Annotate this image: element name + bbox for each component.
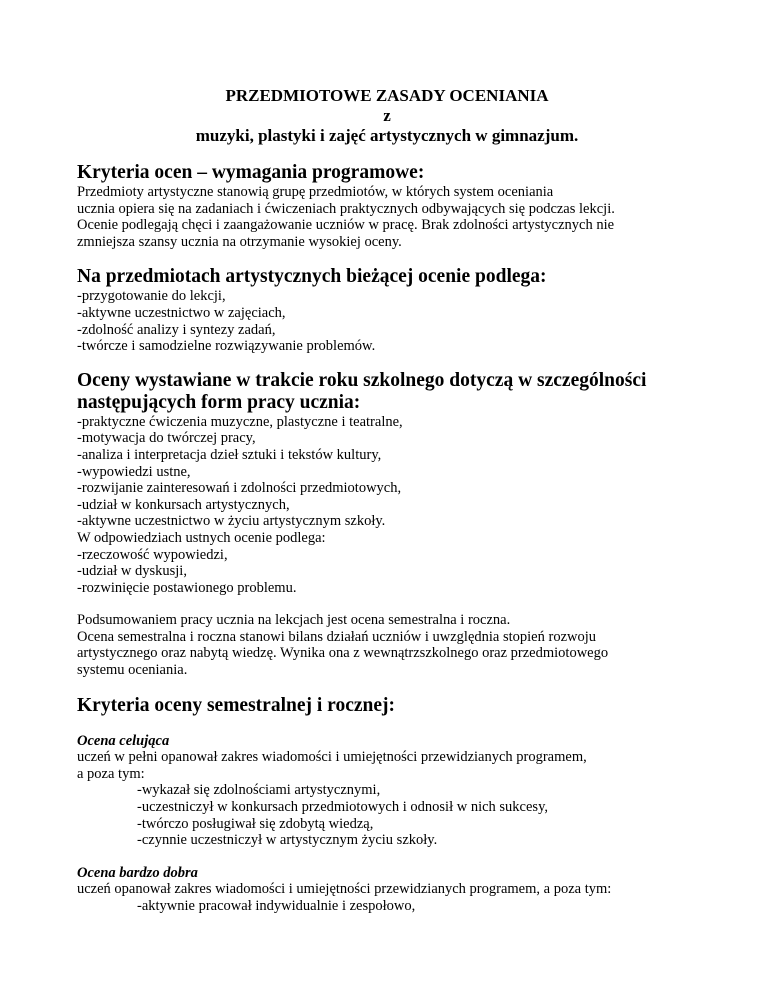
section-heading-criteria: Kryteria ocen – wymagania programowe: [77,162,425,183]
list-item: -analiza i interpretacja dzieł sztuki i tekstów kultury, [77,446,382,463]
paragraph-line: systemu oceniania. [77,662,188,679]
list-item: -aktywnie pracował indywidualnie i zespołowo, [137,898,416,914]
list-item: -rozwijanie zainteresowań i zdolności przedmiotowych, [77,480,402,497]
list-item: -udział w konkursach artystycznych, [77,496,290,513]
list-item: -motywacja do twórczej pracy, [77,430,256,447]
grade-heading-celujaca: Ocena celująca [77,732,170,749]
document-title [77,86,697,146]
paragraph-line: Ocena semestralna i roczna stanowi bilans działań uczniów i uwzględnia stopień rozwoju [77,628,597,645]
grade-heading-bardzo-dobra: Ocena bardzo dobra [77,864,198,881]
list-item: -twórcze i samodzielne rozwiązywanie problemów. [77,338,376,355]
list-item: W odpowiedziach ustnych ocenie podlega: [77,529,326,546]
paragraph-line: Podsumowaniem pracy ucznia na lekcjach jest ocena semestralna i roczna. [77,612,511,629]
list-item: -uczestniczył w konkursach przedmiotowych i odnosił w nich sukcesy, [137,799,548,816]
list-item: -wykazał się zdolnościami artystycznymi, [137,782,381,799]
paragraph-line: Ocenie podlegają chęci i zaangażowanie uczniów w pracę. Brak zdolności artystycznych nie [77,217,615,234]
paragraph-line: Przedmioty artystyczne stanowią grupę przedmiotów, w których system oceniania [77,184,554,200]
list-item: -praktyczne ćwiczenia muzyczne, plastyczne i teatralne, [77,413,403,430]
paragraph-line: uczeń w pełni opanował zakres wiadomości i umiejętności przewidzianych programem, [77,749,587,766]
list-item: -rzeczowość wypowiedzi, [77,546,228,563]
heading-line: następujących form pracy ucznia: [77,391,361,413]
grade-celujaca-text [77,749,697,849]
paragraph-line: artystycznego oraz nabytą wiedzę. Wynika ona z wewnątrzszkolnego oraz przedmiotowego [77,645,609,662]
paragraph-line: ucznia opiera się na zadaniach i ćwiczeniach praktycznych odbywających się podczas lekcji. [77,200,615,217]
section-criteria-text [77,184,697,250]
section-heading-forms-of-work [77,370,697,414]
paragraph-line: a poza tym: [77,765,145,782]
section-summary-text [77,612,697,678]
section-heading-semester-criteria: Kryteria oceny semestralnej i rocznej: [77,694,396,716]
list-item: -przygotowanie do lekcji, [77,288,226,305]
list-item: -udział w dyskusji, [77,563,187,580]
section-heading-current-assessment: Na przedmiotach artystycznych bieżącej ocenie podlega: [77,266,547,288]
list-item: -aktywne uczestnictwo w zajęciach, [77,304,286,321]
title-line-3: muzyki, plastyki i zajęć artystycznych w gimnazjum. [195,126,579,145]
list-item: -wypowiedzi ustne, [77,463,191,480]
list-item: -zdolność analizy i syntezy zadań, [77,321,276,338]
list-item: -rozwinięcie postawionego problemu. [77,579,297,596]
paragraph-line: uczeń opanował zakres wiadomości i umiejętności przewidzianych programem, a poza tym: [77,881,612,898]
list-item: -czynnie uczestniczył w artystycznym życiu szkoły. [137,832,438,849]
title-line-2: z [383,106,391,125]
list-item: -twórczo posługiwał się zdobytą wiedzą, [137,815,374,832]
section-current-assessment-list [77,288,697,354]
heading-line: Oceny wystawiane w trakcie roku szkolnego dotyczą w szczególności [77,369,647,391]
title-line-1: PRZEDMIOTOWE ZASADY OCENIANIA [225,86,549,105]
paragraph-line: zmniejsza szansy ucznia na otrzymanie wysokiej oceny. [77,233,402,250]
grade-bardzo-dobra-text [77,881,697,914]
section-forms-of-work-list [77,414,697,597]
document-page [77,86,697,915]
list-item: -aktywne uczestnictwo w życiu artystycznym szkoły. [77,513,386,530]
